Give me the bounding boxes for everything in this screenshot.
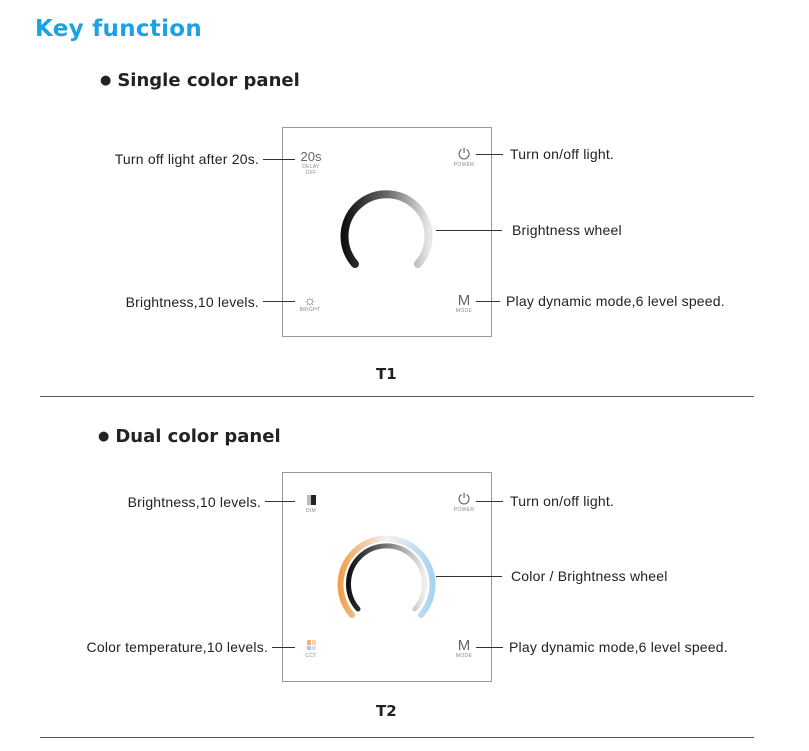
t2-mode-callout: Play dynamic mode,6 level speed. <box>509 639 728 655</box>
bullet-icon: ● <box>100 73 112 88</box>
t1-panel <box>282 127 492 337</box>
t1-mode-callout: Play dynamic mode,6 level speed. <box>506 293 725 309</box>
t1-model-label: T1 <box>376 365 397 383</box>
mode-key[interactable] <box>449 294 479 314</box>
sun-icon: ☼ <box>303 292 317 308</box>
cct-icon <box>307 640 316 650</box>
t1-bright-callout: Brightness,10 levels. <box>125 294 259 310</box>
power-key[interactable] <box>447 148 481 168</box>
mode-key[interactable] <box>449 639 479 659</box>
t2-mode-leader <box>476 647 503 648</box>
delay-off-key-glyph: 20s <box>300 149 322 164</box>
t2-section-title <box>98 426 281 447</box>
bullet-icon: ● <box>98 429 110 444</box>
t2-dim-leader <box>265 501 295 502</box>
t2-dim-callout: Brightness,10 levels. <box>127 494 261 510</box>
color-brightness-wheel[interactable] <box>333 525 443 621</box>
power-key-caption: POWER <box>453 507 475 513</box>
t2-wheel-callout: Color / Brightness wheel <box>511 568 668 584</box>
delay-off-key-caption: DELAY OFF <box>302 164 320 176</box>
brightness-wheel[interactable] <box>333 176 443 272</box>
section-divider <box>40 396 754 397</box>
t2-cct-callout: Color temperature,10 levels. <box>86 639 268 655</box>
dim-key[interactable] <box>297 495 325 514</box>
power-key[interactable] <box>447 493 481 513</box>
delay-off-key[interactable] <box>297 150 325 176</box>
t2-wheel-leader <box>436 576 502 577</box>
t1-section-title <box>100 70 300 91</box>
power-key-caption: POWER <box>453 162 475 168</box>
t1-delay-leader <box>263 159 295 160</box>
dim-key-caption: DIM <box>305 508 317 514</box>
t1-bright-leader <box>263 301 295 302</box>
power-icon: ⏻ <box>458 491 470 508</box>
t2-cct-leader <box>272 647 295 648</box>
t1-mode-leader <box>476 301 500 302</box>
cct-key[interactable] <box>297 640 325 659</box>
mode-key-caption: MODE <box>455 653 473 659</box>
cct-key-caption: CCT <box>305 653 317 659</box>
page-heading: Key function <box>35 16 203 42</box>
bright-key-caption: BRIGHT <box>299 307 321 313</box>
bright-key[interactable] <box>295 293 325 313</box>
t1-section-title-text: Single color panel <box>117 70 300 91</box>
dim-icon <box>307 495 316 505</box>
t2-model-label: T2 <box>376 702 397 720</box>
t1-wheel-leader <box>436 230 502 231</box>
mode-key-glyph: M <box>457 637 471 654</box>
power-icon: ⏻ <box>458 146 470 163</box>
t1-power-callout: Turn on/off light. <box>510 146 614 162</box>
bottom-divider <box>40 737 754 738</box>
mode-key-glyph: M <box>457 292 471 309</box>
t1-wheel-callout: Brightness wheel <box>512 222 622 238</box>
t1-delay-callout: Turn off light after 20s. <box>114 151 259 167</box>
t2-power-callout: Turn on/off light. <box>510 493 614 509</box>
t2-section-title-text: Dual color panel <box>115 426 281 447</box>
t1-power-leader <box>476 154 503 155</box>
t2-power-leader <box>476 501 503 502</box>
t2-panel <box>282 472 492 682</box>
mode-key-caption: MODE <box>455 308 473 314</box>
